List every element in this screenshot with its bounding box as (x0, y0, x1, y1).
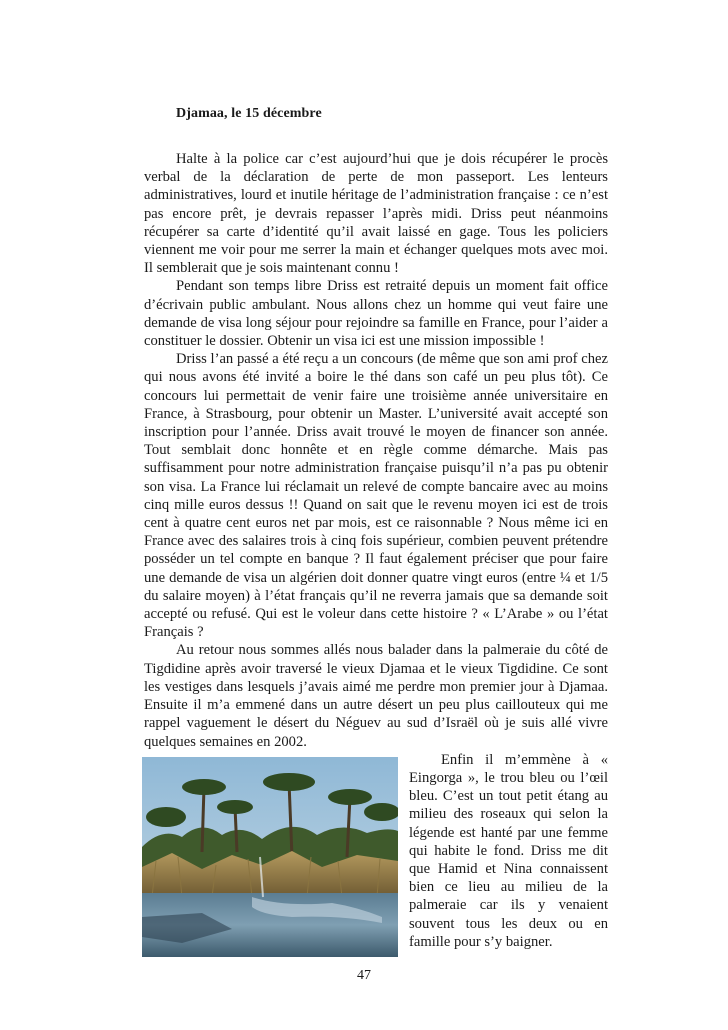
entry-heading: Djamaa, le 15 décembre (176, 106, 322, 121)
paragraph-1: Halte à la police car c’est aujourd’hui que je dois récupérer le procès verbal de la déclaration de perte de mon passeport. Les lenteurs administratives, lourd et inutile héritage de l’administration française : ce n’est pas encore prêt, je devrais repasser l’après midi. Driss peut néanmoins récupérer sa carte d’identité qu’il avait laissé en gage. Tous les policiers viennent me voir pour me serrer la main et échanger quelques mots avec moi. Il semblerait que je sois maintenant connu ! (144, 151, 608, 277)
paragraph-3: Driss l’an passé a été reçu a un concours (de même que son ami prof chez qui nous avons été invité a boire le thé dans son café un peu plus tôt). Ce concours lui permettait de venir faire une troisième année universitaire en France, à Strasbourg, pour obtenir un Master. L’université avait accepté son inscription pour l’année. Driss avait trouvé le moyen de financer son année. Tout semblait donc honnête et en règle comme démarche. Mais pas suffisamment pour notre administration française puisqu’il n’a pas pu obtenir son visa. La France lui réclamait un relevé de compte bancaire avec au moins cinq mille euros dessus !! Quand on sait que le revenu moyen ici est de trois cent à quatre cent euros net par mois, est ce raisonnable ? Nous même ici en France avec des salaires trois à cinq fois supérieur, combien peuvent prétendre posséder un tel compte en banque ? Il faut également préciser que pour faire une demande de visa un algérien doit donner quatre vingt euros (entre ¼ et 1/5 du salaire moyen) à l’état français qu’il ne reverra jamais que sa demande soit accepté ou refusé. Qui est le voleur dans cette histoire ? « L’Arabe » ou l’état Français ? (144, 351, 608, 641)
paragraph-2: Pendant son temps libre Driss est retraité depuis un moment fait office d’écrivain public ambulant. Nous allons chez un homme qui veut faire une demande de visa long séjour pour rejoindre sa famille en France, pour l’aider a constituer le dossier. Obtenir un visa ici est une mission impossible ! (144, 278, 608, 350)
paragraph-5: Enfin il m’emmène à « Eingorga », le trou bleu ou l’œil bleu. C’est un tout petit étang au milieu des roseaux qui selon la légende est hanté par une femme qui habite le fond. Driss me dit que Hamid et Nina connaissent bien ce lieu au milieu de la palmeraie car ils y venaient souvent tous les deux ou en famille pour s’y baigner. (409, 751, 608, 950)
palm-grove-pond-photo (142, 757, 398, 957)
page-number: 47 (357, 968, 371, 983)
paragraph-4: Au retour nous sommes allés nous balader dans la palmeraie du côté de Tigdidine après avoir traversé le vieux Djamaa et le vieux Tigdidine. Ce sont les vestiges dans lesquels j’avais aimé me perdre mon premier jour à Djamaa. Ensuite il m’a emmené dans un autre désert un peu plus caillouteux qui me rappel vaguement le désert du Néguev au sud d’Israël où je suis allé vivre quelques semaines en 2002. (144, 642, 608, 750)
body-text (144, 150, 608, 957)
palm-grove-pond-image (142, 757, 398, 957)
